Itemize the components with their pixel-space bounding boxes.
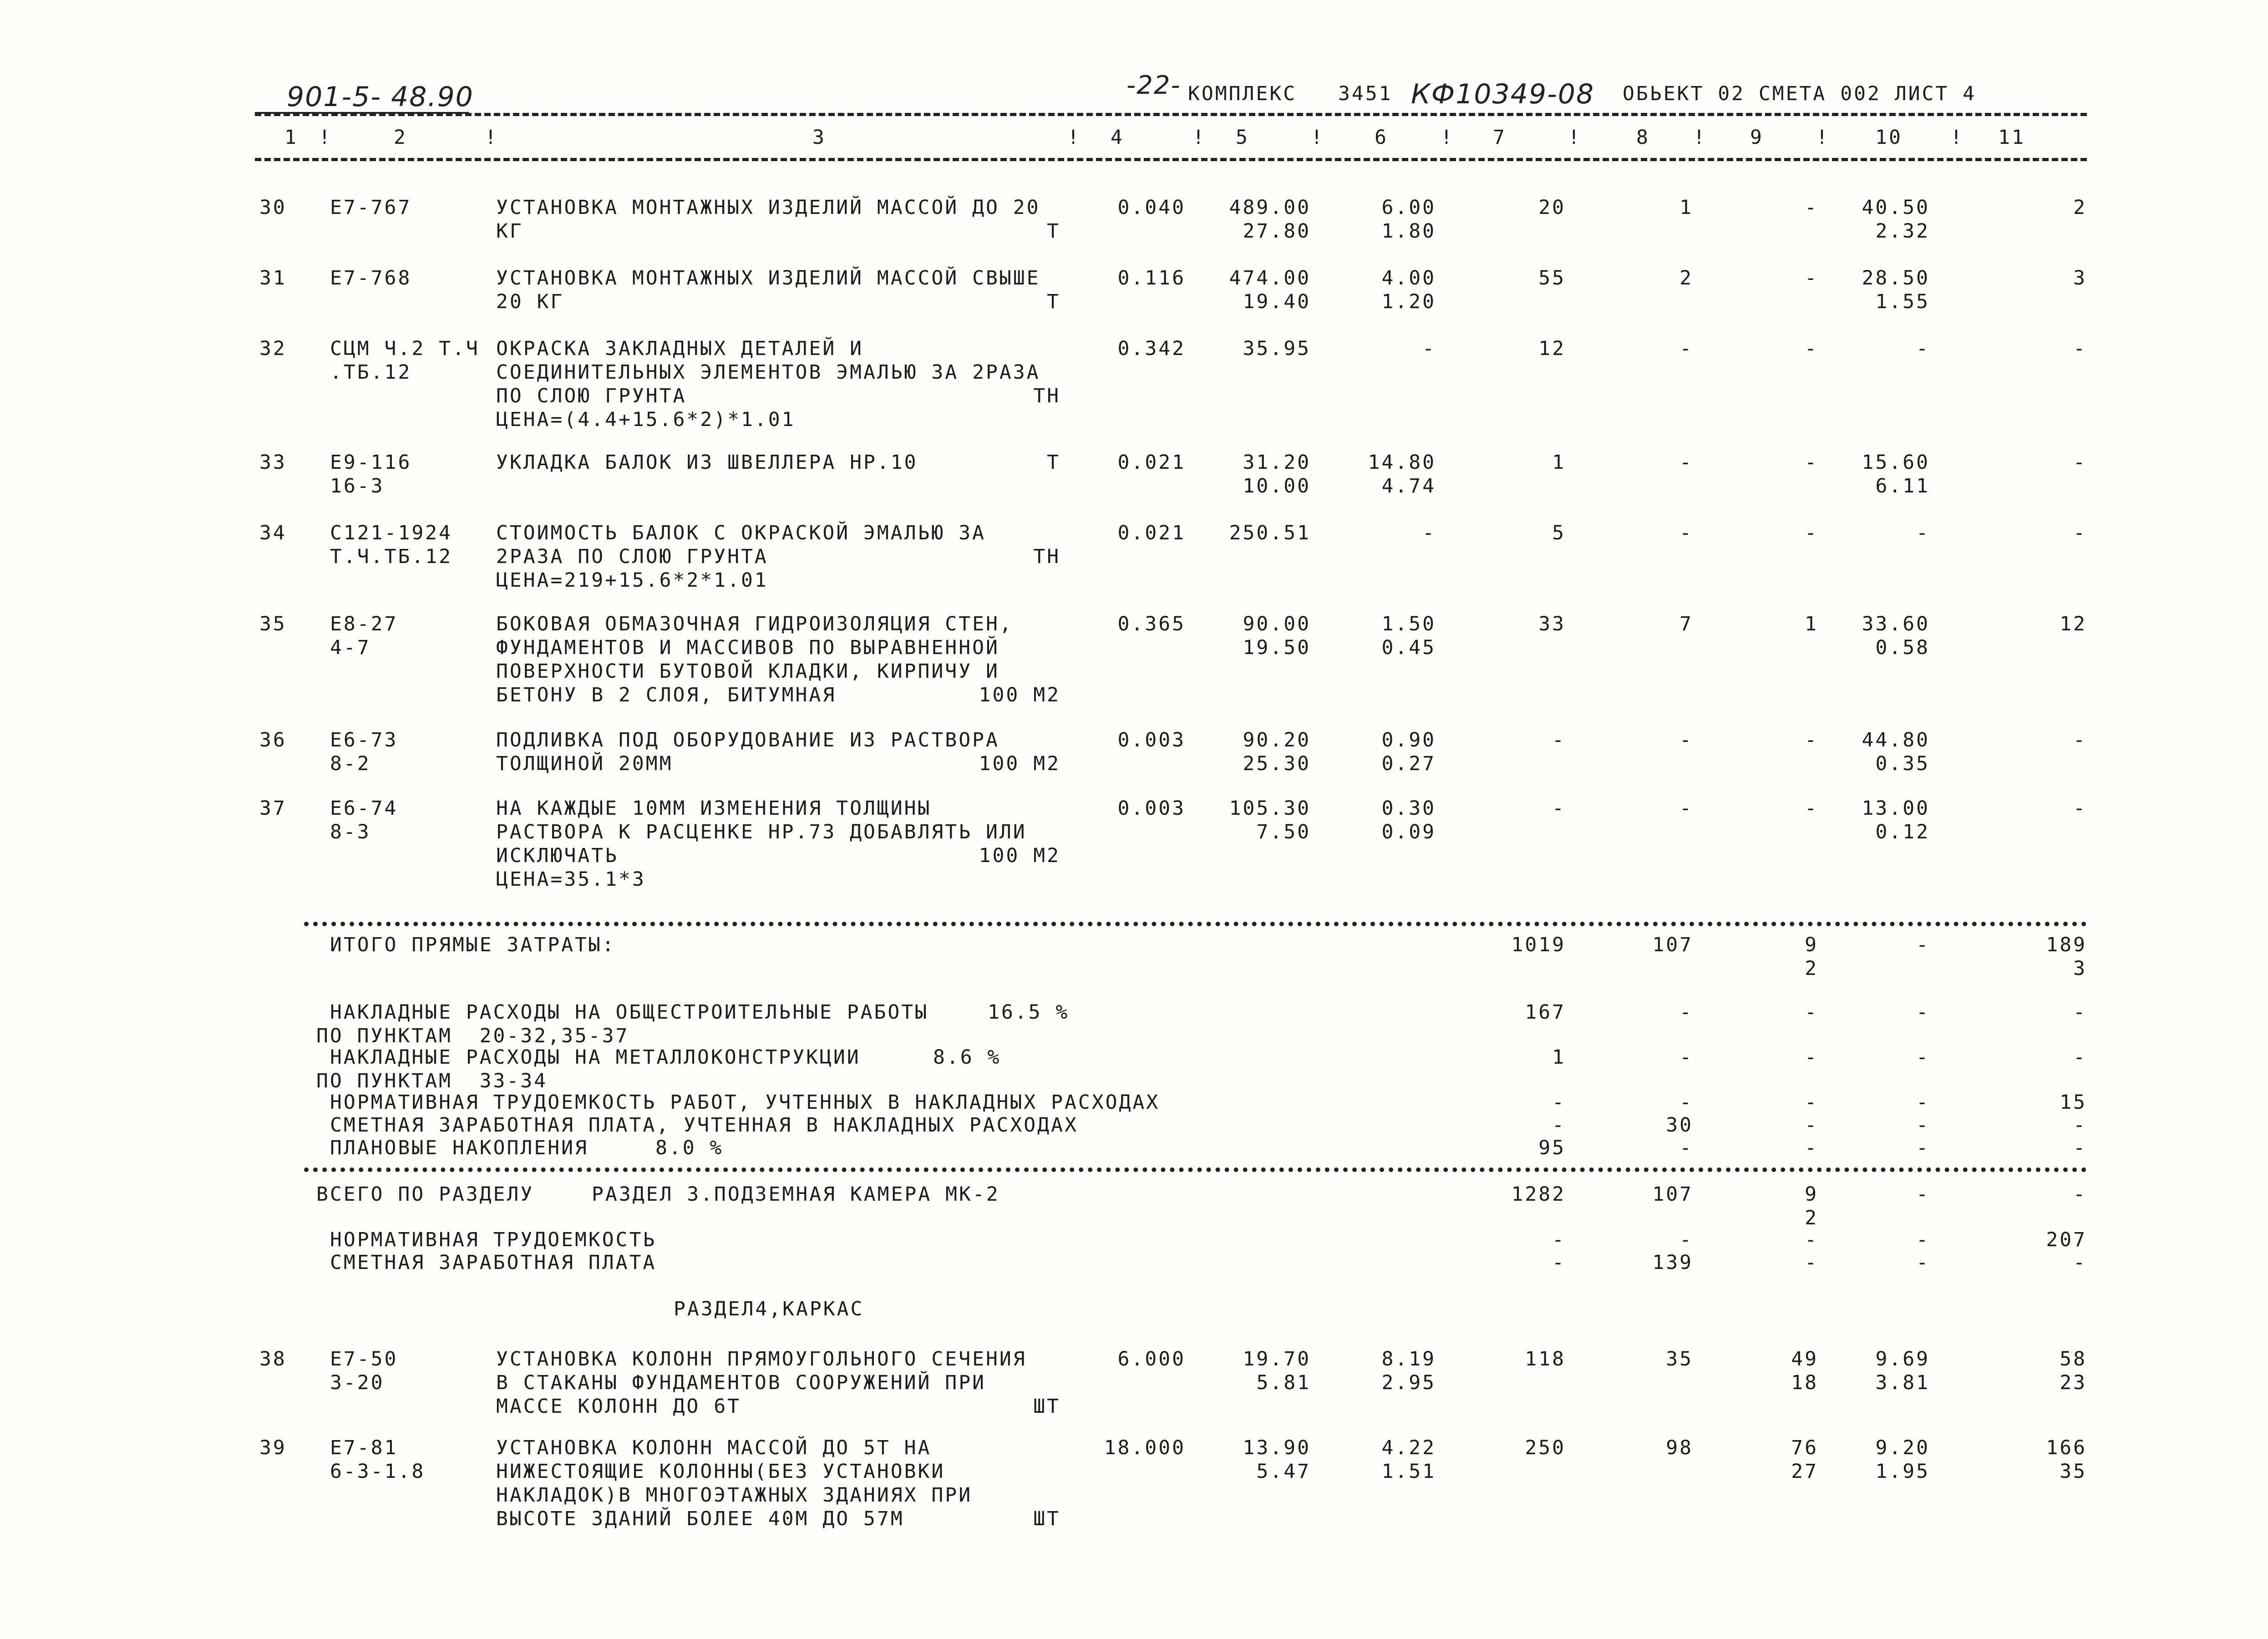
row-number: 35 — [259, 613, 287, 635]
total-cost: - — [1552, 1114, 1566, 1137]
total-cost: 250 — [1525, 1436, 1566, 1459]
summary-label: НАКЛАДНЫЕ РАСХОДЫ НА ОБЩЕСТРОИТЕЛЬНЫЕ РАБОТЫ — [330, 1001, 929, 1024]
machine-cost: 0.27 — [1381, 752, 1436, 775]
work-description: ЦЕНА=35.1*3 — [496, 868, 646, 891]
unit-cost: 90.20 — [1243, 729, 1311, 751]
labor-per-unit: - — [1916, 1228, 1930, 1251]
unit: Т — [1047, 451, 1060, 474]
unit: 100 М2 — [979, 752, 1060, 775]
labor-per-unit: - — [1916, 337, 1930, 360]
rate-code: Т.Ч.ТБ.12 — [330, 545, 452, 568]
work-description: БЕТОНУ В 2 СЛОЯ, БИТУМНАЯ — [496, 684, 837, 706]
work-description: НА КАЖДЫЕ 10ММ ИЗМЕНЕНИЯ ТОЛЩИНЫ — [496, 797, 932, 820]
unit-cost: 13.90 — [1243, 1436, 1311, 1459]
labor-per-unit: - — [1916, 522, 1930, 544]
work-description: БОКОВАЯ ОБМАЗОЧНАЯ ГИДРОИЗОЛЯЦИЯ СТЕН, — [496, 613, 1013, 635]
column-separator: ! — [1192, 126, 1206, 149]
labor-total: 15 — [2060, 1091, 2087, 1114]
labor-per-unit: 33.60 — [1862, 613, 1930, 635]
labor-total: 207 — [2046, 1228, 2087, 1251]
total-cost: 20 — [1538, 196, 1566, 219]
labor-per-unit: 9.69 — [1875, 1348, 1930, 1370]
total-cost: 1282 — [1511, 1183, 1566, 1206]
work-description: ЦЕНА=(4.4+15.6*2)*1.01 — [496, 408, 796, 431]
column-separator: ! — [1568, 126, 1582, 149]
summary-label: СМЕТНАЯ ЗАРАБОТНАЯ ПЛАТА — [330, 1251, 657, 1274]
row-number: 36 — [259, 729, 287, 751]
rate-code: С121-1924 — [330, 522, 452, 544]
quantity: 6.000 — [1117, 1348, 1186, 1370]
column-separator: ! — [1693, 126, 1707, 149]
unit-cost: 31.20 — [1243, 451, 1311, 474]
column-separator: ! — [1441, 126, 1454, 149]
wage-total: - — [1679, 1091, 1693, 1114]
total-cost: 167 — [1525, 1001, 1566, 1024]
summary-label: НОРМАТИВНАЯ ТРУДОЕМКОСТЬ — [330, 1228, 657, 1251]
machine-cost: 0.90 — [1381, 729, 1436, 751]
rate-code: Е7-768 — [330, 267, 412, 289]
quantity: 0.365 — [1117, 613, 1186, 635]
labor-per-unit: - — [1916, 1137, 1930, 1159]
total-cost: - — [1552, 729, 1566, 751]
rate-code: Е8-27 — [330, 613, 398, 635]
labor-total: 23 — [2060, 1371, 2087, 1394]
labor-per-unit: 0.58 — [1875, 636, 1930, 659]
column-separator: ! — [1067, 126, 1081, 149]
labor-per-unit: 1.55 — [1875, 290, 1930, 313]
column-header-10: 10 — [1875, 126, 1903, 149]
summary-label: ПЛАНОВЫЕ НАКОПЛЕНИЯ — [330, 1137, 589, 1159]
wage-total: - — [1679, 729, 1693, 751]
row-number: 37 — [259, 797, 287, 820]
labor-per-unit: 6.11 — [1875, 475, 1930, 497]
summary-label: ИТОГО ПРЯМЫЕ ЗАТРАТЫ: — [330, 934, 616, 956]
header-rule-bottom — [255, 158, 2087, 161]
machine-cost: 4.22 — [1381, 1436, 1436, 1459]
object-sheet-label: ОБЬЕКТ 02 СМЕТА 002 ЛИСТ 4 — [1623, 82, 1977, 105]
labor-total: - — [2073, 1001, 2087, 1024]
machine-total: 1 — [1805, 613, 1818, 635]
total-cost: 5 — [1552, 522, 1566, 544]
work-description: МАССЕ КОЛОНН ДО 6Т — [496, 1395, 741, 1418]
row-number: 34 — [259, 522, 287, 544]
unit-cost: 90.00 — [1243, 613, 1311, 635]
column-header-8: 8 — [1636, 126, 1650, 149]
column-separator: ! — [1311, 126, 1324, 149]
total-cost: 12 — [1538, 337, 1566, 360]
total-cost: - — [1552, 1091, 1566, 1114]
labor-total: - — [2073, 1183, 2087, 1206]
wage-total: 7 — [1679, 613, 1693, 635]
total-cost: 1 — [1552, 1046, 1566, 1069]
work-description: РАСТВОРА К РАСЦЕНКЕ НР.73 ДОБАВЛЯТЬ ИЛИ — [496, 821, 1027, 843]
row-number: 30 — [259, 196, 287, 219]
machine-total: - — [1805, 1251, 1818, 1274]
wage-total: 107 — [1652, 1183, 1693, 1206]
labor-total: - — [2073, 729, 2087, 751]
machine-total: - — [1805, 267, 1818, 289]
rate-code: 6-3-1.8 — [330, 1460, 426, 1483]
labor-per-unit: 13.00 — [1862, 797, 1930, 820]
wage-total: 139 — [1652, 1251, 1693, 1274]
labor-per-unit: 44.80 — [1862, 729, 1930, 751]
dotted-rule — [304, 1167, 2087, 1172]
machine-cost: 8.19 — [1381, 1348, 1436, 1370]
machine-cost: 6.00 — [1381, 196, 1436, 219]
labor-per-unit: 0.35 — [1875, 752, 1930, 775]
machine-total: 2 — [1805, 957, 1818, 980]
rate-code: Е7-50 — [330, 1348, 398, 1370]
quantity: 0.003 — [1117, 797, 1186, 820]
machine-total: - — [1805, 451, 1818, 474]
labor-total: - — [2073, 451, 2087, 474]
column-header-6: 6 — [1375, 126, 1388, 149]
machine-total: - — [1805, 1046, 1818, 1069]
machine-cost: 1.51 — [1381, 1460, 1436, 1483]
labor-total: - — [2073, 337, 2087, 360]
labor-total: 166 — [2046, 1436, 2087, 1459]
labor-per-unit: 15.60 — [1862, 451, 1930, 474]
unit-cost: 19.40 — [1243, 290, 1311, 313]
column-header-1: 1 — [284, 126, 298, 149]
labor-per-unit: 9.20 — [1875, 1436, 1930, 1459]
total-cost: - — [1552, 1251, 1566, 1274]
work-description: СТОИМОСТЬ БАЛОК С ОКРАСКОЙ ЭМАЛЬЮ ЗА — [496, 522, 986, 544]
rate-code: СЦМ Ч.2 Т.Ч — [330, 337, 480, 360]
complex-number: 3451 — [1338, 82, 1393, 105]
section-title: РАЗДЕЛ4,КАРКАС — [674, 1298, 864, 1320]
machine-total: 2 — [1805, 1207, 1818, 1229]
machine-total: - — [1805, 729, 1818, 751]
wage-total: - — [1679, 337, 1693, 360]
labor-total: - — [2073, 797, 2087, 820]
column-header-3: 3 — [812, 126, 826, 149]
unit-cost: 7.50 — [1256, 821, 1311, 843]
work-description: ОКРАСКА ЗАКЛАДНЫХ ДЕТАЛЕЙ И — [496, 337, 863, 360]
work-description: 2РАЗА ПО СЛОЮ ГРУНТА — [496, 545, 768, 568]
machine-cost: 1.20 — [1381, 290, 1436, 313]
header-rule-top — [255, 113, 2087, 116]
summary-label: НАКЛАДНЫЕ РАСХОДЫ НА МЕТАЛЛОКОНСТРУКЦИИ — [330, 1046, 861, 1069]
machine-total: 18 — [1791, 1371, 1818, 1394]
unit-cost: 10.00 — [1243, 475, 1311, 497]
row-number: 31 — [259, 267, 287, 289]
unit: ШТ — [1033, 1507, 1060, 1530]
labor-per-unit: 1.95 — [1875, 1460, 1930, 1483]
total-cost: 1019 — [1511, 934, 1566, 956]
wage-total: 30 — [1666, 1114, 1693, 1137]
machine-cost: 4.00 — [1381, 267, 1436, 289]
labor-per-unit: - — [1916, 934, 1930, 956]
total-cost: - — [1552, 797, 1566, 820]
machine-cost: 2.95 — [1381, 1371, 1436, 1394]
column-header-4: 4 — [1111, 126, 1124, 149]
wage-total: 98 — [1666, 1436, 1693, 1459]
unit: 100 М2 — [979, 844, 1060, 867]
unit-cost: 5.47 — [1256, 1460, 1311, 1483]
total-cost: 1 — [1552, 451, 1566, 474]
machine-total: - — [1805, 196, 1818, 219]
unit: Т — [1047, 290, 1060, 313]
work-description: НИЖЕСТОЯЩИЕ КОЛОННЫ(БЕЗ УСТАНОВКИ — [496, 1460, 945, 1483]
summary-items: ПО ПУНКТАМ 33-34 — [316, 1070, 548, 1092]
labor-per-unit: - — [1916, 1183, 1930, 1206]
complex-label: КОМПЛЕКС — [1188, 82, 1297, 105]
machine-cost: - — [1422, 337, 1436, 360]
machine-cost: 1.50 — [1381, 613, 1436, 635]
quantity: 18.000 — [1104, 1436, 1186, 1459]
labor-total: 58 — [2060, 1348, 2087, 1370]
quantity: 0.040 — [1117, 196, 1186, 219]
machine-total: 9 — [1805, 934, 1818, 956]
row-number: 33 — [259, 451, 287, 474]
wage-total: - — [1679, 1001, 1693, 1024]
machine-cost: 1.80 — [1381, 220, 1436, 243]
quantity: 0.342 — [1117, 337, 1186, 360]
column-header-7: 7 — [1493, 126, 1507, 149]
row-number: 39 — [259, 1436, 287, 1459]
wage-total: - — [1679, 1228, 1693, 1251]
work-description: УСТАНОВКА КОЛОНН МАССОЙ ДО 5Т НА — [496, 1436, 932, 1459]
wage-total: - — [1679, 1137, 1693, 1159]
work-description: 20 КГ — [496, 290, 564, 313]
machine-total: - — [1805, 1091, 1818, 1114]
rate-code: 8-2 — [330, 752, 371, 775]
quantity: 0.021 — [1117, 451, 1186, 474]
labor-per-unit: 28.50 — [1862, 267, 1930, 289]
unit-cost: 19.70 — [1243, 1348, 1311, 1370]
machine-cost: 14.80 — [1368, 451, 1436, 474]
quantity: 0.003 — [1117, 729, 1186, 751]
quantity: 0.021 — [1117, 522, 1186, 544]
work-description: УКЛАДКА БАЛОК ИЗ ШВЕЛЛЕРА НР.10 — [496, 451, 918, 474]
rate-code: 4-7 — [330, 636, 371, 659]
labor-total: 3 — [2073, 957, 2087, 980]
rate-code: Е6-74 — [330, 797, 398, 820]
column-separator: ! — [1950, 126, 1964, 149]
summary-label: СМЕТНАЯ ЗАРАБОТНАЯ ПЛАТА, УЧТЕННАЯ В НАКЛАДНЫХ РАСХОДАХ — [330, 1114, 1078, 1137]
wage-total: - — [1679, 451, 1693, 474]
column-header-9: 9 — [1750, 126, 1764, 149]
work-description: НАКЛАДОК)В МНОГОЭТАЖНЫХ ЗДАНИЯХ ПРИ — [496, 1484, 973, 1507]
machine-total: - — [1805, 1137, 1818, 1159]
wage-total: 35 — [1666, 1348, 1693, 1370]
rate-code: .ТБ.12 — [330, 361, 412, 384]
machine-total: - — [1805, 1114, 1818, 1137]
unit: ТН — [1033, 545, 1060, 568]
work-description: ПОДЛИВКА ПОД ОБОРУДОВАНИЕ ИЗ РАСТВОРА — [496, 729, 1000, 751]
rate: 8.6 % — [933, 1046, 1001, 1069]
wage-total: - — [1679, 1046, 1693, 1069]
wage-total: 1 — [1679, 196, 1693, 219]
machine-total: 9 — [1805, 1183, 1818, 1206]
column-separator: ! — [485, 126, 498, 149]
row-number: 32 — [259, 337, 287, 360]
labor-per-unit: 40.50 — [1862, 196, 1930, 219]
work-description: ПОВЕРХНОСТИ БУТОВОЙ КЛАДКИ, КИРПИЧУ И — [496, 660, 1000, 683]
total-cost: - — [1552, 1228, 1566, 1251]
rate: 8.0 % — [655, 1137, 724, 1159]
labor-per-unit: - — [1916, 1001, 1930, 1024]
total-cost: 95 — [1538, 1137, 1566, 1159]
machine-cost: 0.30 — [1381, 797, 1436, 820]
unit: ШТ — [1033, 1395, 1060, 1418]
unit-cost: 474.00 — [1229, 267, 1311, 289]
total-cost: 118 — [1525, 1348, 1566, 1370]
wage-total: 107 — [1652, 934, 1693, 956]
labor-total: 3 — [2073, 267, 2087, 289]
column-header-5: 5 — [1236, 126, 1249, 149]
column-header-11: 11 — [1998, 126, 2025, 149]
work-description: ФУНДАМЕНТОВ И МАССИВОВ ПО ВЫРАВНЕННОЙ — [496, 636, 1000, 659]
rate-code: Е7-767 — [330, 196, 412, 219]
machine-total: 76 — [1791, 1436, 1818, 1459]
work-description: ИСКЛЮЧАТЬ — [496, 844, 619, 867]
machine-total: 27 — [1791, 1460, 1818, 1483]
unit: 100 М2 — [979, 684, 1060, 706]
wage-total: 2 — [1679, 267, 1693, 289]
labor-total: - — [2073, 1046, 2087, 1069]
work-description: ПО СЛОЮ ГРУНТА — [496, 385, 687, 407]
wage-total: - — [1679, 797, 1693, 820]
row-number: 38 — [259, 1348, 287, 1370]
machine-total: - — [1805, 337, 1818, 360]
column-separator: ! — [319, 126, 332, 149]
unit-cost: 25.30 — [1243, 752, 1311, 775]
unit-cost: 19.50 — [1243, 636, 1311, 659]
rate-code: Е7-81 — [330, 1436, 398, 1459]
work-description: ВЫСОТЕ ЗДАНИЙ БОЛЕЕ 40М ДО 57М — [496, 1507, 904, 1530]
unit-cost: 489.00 — [1229, 196, 1311, 219]
rate: 16.5 % — [988, 1001, 1070, 1024]
unit-cost: 105.30 — [1229, 797, 1311, 820]
work-description: УСТАНОВКА МОНТАЖНЫХ ИЗДЕЛИЙ МАССОЙ СВЫШЕ — [496, 267, 1040, 289]
estimate-code: КФ10349-08 — [1411, 78, 1595, 110]
work-description: ЦЕНА=219+15.6*2*1.01 — [496, 569, 768, 592]
labor-total: - — [2073, 1114, 2087, 1137]
unit-cost: 250.51 — [1229, 522, 1311, 544]
work-description: УСТАНОВКА МОНТАЖНЫХ ИЗДЕЛИЙ МАССОЙ ДО 20 — [496, 196, 1040, 219]
column-separator: ! — [1816, 126, 1830, 149]
rate-code: 16-3 — [330, 475, 385, 497]
total-cost: 33 — [1538, 613, 1566, 635]
labor-total: - — [2073, 522, 2087, 544]
machine-total: - — [1805, 797, 1818, 820]
work-description: В СТАКАНЫ ФУНДАМЕНТОВ СООРУЖЕНИЙ ПРИ — [496, 1371, 986, 1394]
summary-label: НОРМАТИВНАЯ ТРУДОЕМКОСТЬ РАБОТ, УЧТЕННЫХ В НАКЛАДНЫХ РАСХОДАХ — [330, 1091, 1160, 1114]
labor-total: 35 — [2060, 1460, 2087, 1483]
labor-total: 12 — [2060, 613, 2087, 635]
labor-per-unit: - — [1916, 1046, 1930, 1069]
work-description: ТОЛЩИНОЙ 20ММ — [496, 752, 673, 775]
page-number: -22- — [1126, 71, 1181, 100]
machine-cost: 4.74 — [1381, 475, 1436, 497]
labor-total: 189 — [2046, 934, 2087, 956]
dotted-rule — [304, 922, 2087, 926]
machine-cost: - — [1422, 522, 1436, 544]
total-cost: 55 — [1538, 267, 1566, 289]
machine-total: 49 — [1791, 1348, 1818, 1370]
rate-code: Е6-73 — [330, 729, 398, 751]
machine-cost: 0.09 — [1381, 821, 1436, 843]
rate-code: 3-20 — [330, 1371, 385, 1394]
machine-total: - — [1805, 522, 1818, 544]
work-description: КГ — [496, 220, 523, 243]
labor-per-unit: - — [1916, 1114, 1930, 1137]
work-description: УСТАНОВКА КОЛОНН ПРЯМОУГОЛЬНОГО СЕЧЕНИЯ — [496, 1348, 1027, 1370]
unit-cost: 5.81 — [1256, 1371, 1311, 1394]
wage-total: - — [1679, 522, 1693, 544]
section-name: РАЗДЕЛ 3.ПОДЗЕМНАЯ КАМЕРА МК-2 — [592, 1183, 1000, 1206]
summary-items: ПО ПУНКТАМ 20-32,35-37 — [316, 1025, 629, 1047]
rate-code: 8-3 — [330, 821, 371, 843]
column-header-2: 2 — [394, 126, 407, 149]
labor-per-unit: 2.32 — [1875, 220, 1930, 243]
machine-total: - — [1805, 1001, 1818, 1024]
summary-label: ВСЕГО ПО РАЗДЕЛУ — [316, 1183, 534, 1206]
labor-total: - — [2073, 1137, 2087, 1159]
doc-number: 901-5- 48.90 — [287, 81, 474, 113]
machine-cost: 0.45 — [1381, 636, 1436, 659]
labor-per-unit: - — [1916, 1251, 1930, 1274]
quantity: 0.116 — [1117, 267, 1186, 289]
labor-per-unit: 3.81 — [1875, 1371, 1930, 1394]
unit-cost: 35.95 — [1243, 337, 1311, 360]
labor-total: - — [2073, 1251, 2087, 1274]
labor-per-unit: 0.12 — [1875, 821, 1930, 843]
unit: Т — [1047, 220, 1060, 243]
rate-code: Е9-116 — [330, 451, 412, 474]
labor-total: 2 — [2073, 196, 2087, 219]
machine-total: - — [1805, 1228, 1818, 1251]
labor-per-unit: - — [1916, 1091, 1930, 1114]
work-description: СОЕДИНИТЕЛЬНЫХ ЭЛЕМЕНТОВ ЭМАЛЬЮ ЗА 2РАЗА — [496, 361, 1040, 384]
unit: ТН — [1033, 385, 1060, 407]
unit-cost: 27.80 — [1243, 220, 1311, 243]
